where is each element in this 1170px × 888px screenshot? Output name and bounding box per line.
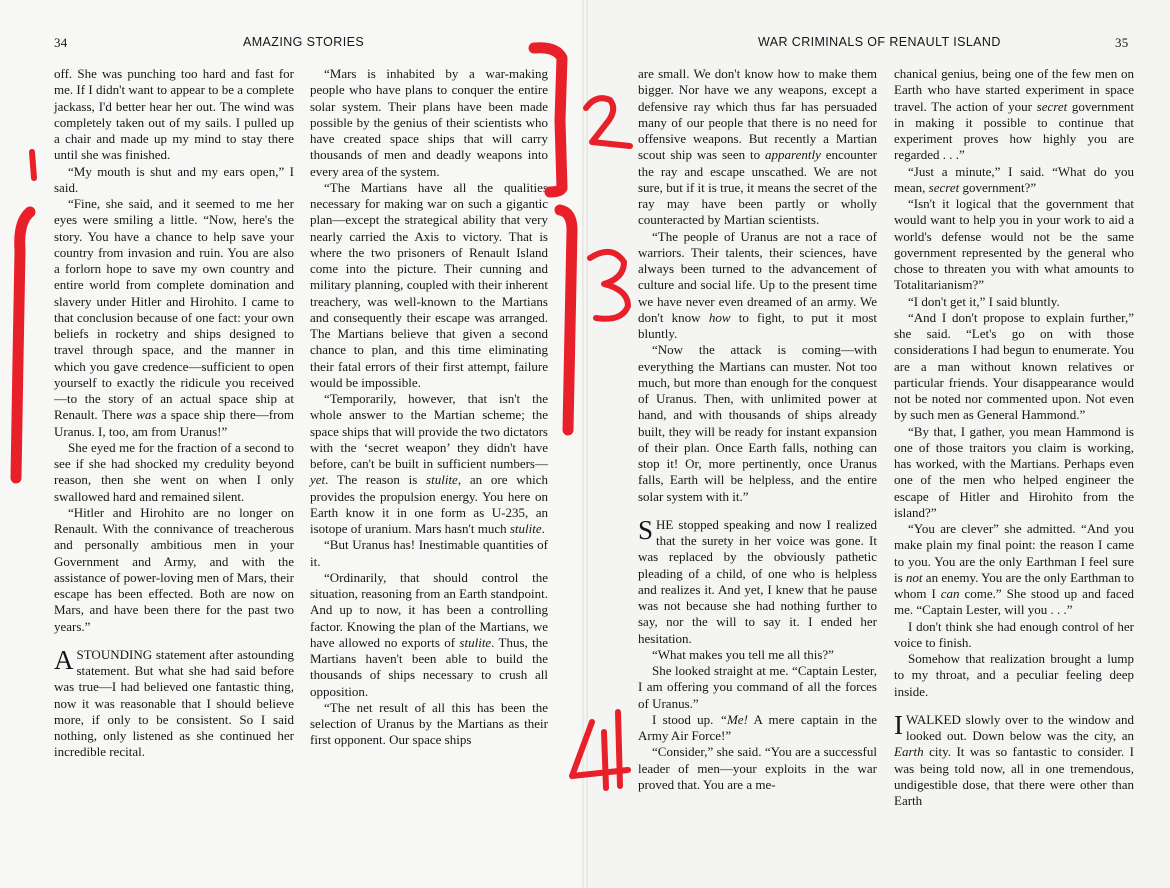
- paragraph: “Fine, she said, and it seemed to me her eyes were smiling a little. “Now, here's the story. You have a chance to help save your country from invasion and ruin. You are also a forlorn hope to save my own country and entire world from complete domination and slavery under Hitler and Hirohito. I came to that conclusion because of one fact: your own beliefs in rocketry and ships designed to travel through space, and the manner in which you gave credence—sufficient to open yourself to exactly the ridicule you received—to the story of an actual space ship at Renault. There was a space ship there—from Uranus. I, too, am from Uranus!”: [54, 196, 295, 439]
- right-page: [585, 0, 1170, 888]
- paragraph: “I don't get it,” I said bluntly.: [908, 293, 1060, 309]
- book-gutter: [582, 0, 588, 888]
- paragraph: “By that, I gather, you mean Hammond is one of those traitors you claim is working, has worked, with the Martians. Perhaps even one of the men who helped engineer the escape of Hitler and Hirohito from the island?”: [894, 423, 1134, 520]
- paragraph: I WALKED slowly over to the window and looked out. Down below was the city, an Earth city. It was so fantastic to consider. I was being told now, all in one tremendous, undigestible dose, that there were other than Earth: [894, 709, 1134, 808]
- drop-cap: S: [638, 514, 654, 545]
- paragraph: “Consider,” she said. “You are a successful leader of men—your exploits in the war proved that. You are a me-: [638, 744, 877, 792]
- paragraph: “Temporarily, however, that isn't the whole answer to the Martian scheme; the space ships that will provide the two dictators with the ‘secret weapon’ they didn't have before, can't be built in sufficient numbers—yet. The reason is stulite, an ore which provides the propulsion energy. You here on Earth know it in one form as U-235, an isotope of uranium. Mars hasn't much stulite.: [310, 391, 549, 536]
- paragraph: ASTOUNDING statement after astounding statement. But what she had said before was true—I had believed one fantastic thing, now it was reasonable that I should believe more, if only to be consistent. So I said nothing, only listened as she continued her incredible recital.: [54, 644, 294, 760]
- right-column-2: [894, 66, 1134, 809]
- paragraph: She eyed me for the fraction of a second to see if she had shocked my credulity beyond reason, then she went on when I only swallowed hard and remained silent.: [54, 439, 294, 504]
- left-column-1: [54, 66, 294, 761]
- paragraph: I stood up. “Me! A mere captain in the Army Air Force!”: [638, 711, 877, 743]
- paragraph: “You are clever” she admitted. “And you make plain my final point: the reason I came to you. You are the only Earthman I feel sure is not an enemy. You are the only Earthman to whom I can come.” She stood up and faced me. “Captain Lester, will you . . .”: [894, 521, 1134, 618]
- paragraph: “The Martians have all the qualities necessary for making war on such a gigantic plan—except the strategical ability that very nearly carried the Axis to victory. That is where the two prisoners of Renault Island come into the picture. Their cunning and military planning, coupled with their inherent treachery, was well-known to the Martians and consequently their escape was arranged. The Martians believe that given a second chance to plan, and this time eliminating their fatal errors of their first attempt, failure would be impossible.: [310, 179, 548, 390]
- paragraph: “Now the attack is coming—with everything the Martians can muster. Not too much, but more than enough for the conquest of Uranus. Then, with unlimited power at hand, and with thousands of ships already built, they will be ready for instant expansion of their plan. Once Earth falls, nothing can stop it! Or, more pertinently, once Uranus falls, Earth will be helpless, and the entire solar system with it.”: [638, 342, 877, 504]
- paragraph: off. She was punching too hard and fast for me. If I didn't want to appear to be a complete jackass, I'd better hear her out. The wind was completely taken out of my sails. I pulled up a chair and made up my mind to stay there until she was finished.: [54, 66, 294, 163]
- paragraph: “Hitler and Hirohito are no longer on Renault. With the connivance of treacherous and personally ambitious men in your Government and Army, and with the assistance of power-loving men of Mars, their escape has been effected. Both are now on Mars, and have been there for the past two years.”: [54, 504, 294, 634]
- drop-cap: A: [54, 644, 74, 675]
- paragraph: “Mars is inhabited by a war-making people who have plans to conquer the entire solar system. Their plans have been made possible by the genius of their scientists who have created space ships that will carry thousands of men and deadly weapons into every area of the system.: [310, 66, 548, 179]
- paragraph: I don't think she had enough control of her voice to finish.: [894, 618, 1134, 650]
- paragraph: chanical genius, being one of the few men on Earth who have started experiment in space travel. The action of your secret government in making it possible to continue that experiment proves how highly you are regarded . . .”: [894, 66, 1134, 163]
- right-column-1: [638, 66, 877, 793]
- paragraph: “And I don't propose to explain further,” she said. “Let's go on with those considerations I had begun to enumerate. You are a man without known relatives or particular friends. Your disappearance would not be noted nor commented upon. Not even by such men as General Hammond.”: [894, 309, 1134, 423]
- drop-cap: I: [894, 709, 903, 740]
- running-head-right: WAR CRIMINALS OF RENAULT ISLAND: [758, 35, 1001, 49]
- paragraph: “My mouth is shut and my ears open,” I said.: [54, 163, 294, 195]
- paragraph: “The people of Uranus are not a race of warriors. Their talents, their sciences, have always been turned to the advancement of culture and social life. Up to the present time we have never even dreamed of an army. We don't know how to fight, to put it most bluntly.: [638, 228, 877, 341]
- paragraph: “Isn't it logical that the government that would want to help you in your work to aid a world's defense would not be the same government represented by the general who chose to threaten you with what amounts to Totalitarianism?”: [894, 196, 1134, 293]
- paragraph: “The net result of all this has been the selection of Uranus by the Martians as their first opponent. Our space ships: [310, 699, 548, 748]
- left-column-2: [310, 66, 548, 749]
- paragraph: “Ordinarily, that should control the situation, reasoning from an Earth standpoint. And up to now, it has been a controlling factor. Knowing the plan of the Martians, we have allowed no exports of stulite. Thus, the Martians haven't been able to build the thousands of ships necessary to crush all opposition.: [310, 569, 548, 699]
- paragraph: She looked straight at me. “Captain Lester, I am offering you command of all the forces of Uranus.”: [638, 663, 877, 711]
- paragraph: “But Uranus has! Inestimable quantities of it.: [310, 537, 548, 569]
- paragraph: “Just a minute,” I said. “What do you mean, secret government?”: [894, 163, 1134, 195]
- paragraph: are small. We don't know how to make them bigger. Nor have we any weapons, except a defensive ray which thus far has persuaded many of our people that there is no need for offensive weapons. But recently a Martian scout ship was seen to apparently encounter the ray and escape unscathed. We are not sure, but if it is true, it means the secret of the ray may have been partly or wholly counteracted by Martian scientists.: [638, 66, 877, 228]
- paragraph: Somehow that realization brought a lump to my throat, and a peculiar feeling deep inside.: [894, 651, 1134, 699]
- paragraph: “What makes you tell me all this?”: [652, 646, 834, 662]
- running-head-left: AMAZING STORIES: [243, 35, 365, 49]
- paragraph: SHE stopped speaking and now I realized that the surety in her voice was gone. It was replaced by the obviously pathetic pleading of a child, of one who is helpless and realizes it. And yet, I knew that he pause was not because she had nothing further to say, nor the will to say it. I ended her hesitation.: [638, 514, 877, 646]
- page-number-left: 34: [54, 35, 68, 50]
- page-number-right: 35: [1115, 35, 1129, 50]
